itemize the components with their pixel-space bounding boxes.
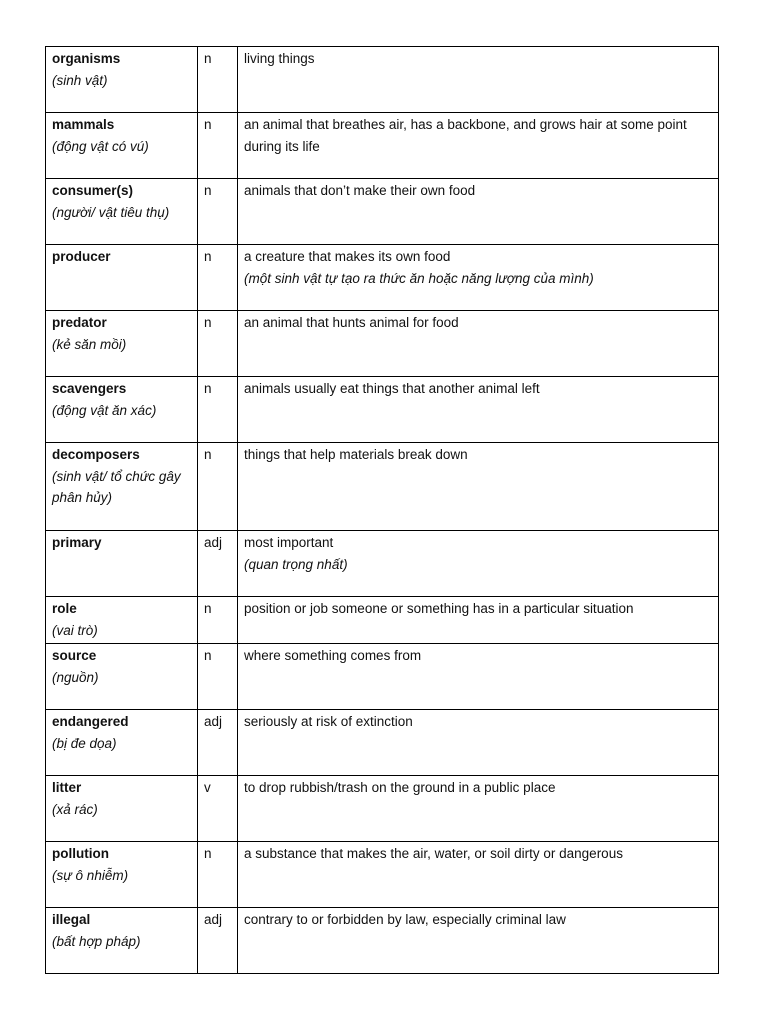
word-cell — [46, 311, 198, 377]
term: mammals — [52, 117, 115, 132]
word-cell — [46, 113, 198, 179]
definition-cell — [238, 47, 719, 113]
definition: a substance that makes the air, water, or soil dirty or dangerous — [244, 846, 623, 861]
part-of-speech: n — [204, 601, 212, 616]
part-of-speech: n — [204, 249, 212, 264]
definition-cell — [238, 776, 719, 842]
term: pollution — [52, 846, 109, 861]
term-translation: (động vật ăn xác) — [52, 402, 157, 418]
part-of-speech: n — [204, 846, 212, 861]
table-row — [46, 644, 719, 710]
part-of-speech-cell — [198, 597, 238, 644]
table-row — [46, 710, 719, 776]
term-translation: (vai trò) — [52, 622, 98, 638]
table-row — [46, 311, 719, 377]
definition: an animal that hunts animal for food — [244, 315, 459, 330]
term-translation: (sinh vật/ tổ chức gây phân hủy) — [52, 468, 181, 505]
definition-cell — [238, 113, 719, 179]
part-of-speech-cell — [198, 776, 238, 842]
part-of-speech-cell — [198, 311, 238, 377]
table-row — [46, 47, 719, 113]
table-row — [46, 776, 719, 842]
term: scavengers — [52, 381, 127, 396]
term: source — [52, 648, 97, 663]
part-of-speech: v — [204, 780, 211, 795]
term: primary — [52, 535, 102, 550]
definition: living things — [244, 51, 315, 66]
part-of-speech: n — [204, 381, 212, 396]
definition: things that help materials break down — [244, 447, 468, 462]
word-cell — [46, 377, 198, 443]
table-row — [46, 443, 719, 531]
definition-cell — [238, 443, 719, 531]
definition-cell — [238, 908, 719, 974]
word-cell — [46, 597, 198, 644]
word-cell — [46, 179, 198, 245]
term: predator — [52, 315, 107, 330]
vocabulary-table-body — [46, 47, 719, 974]
term-translation: (sự ô nhiễm) — [52, 867, 129, 883]
term: organisms — [52, 51, 121, 66]
part-of-speech: adj — [204, 535, 223, 550]
term: producer — [52, 249, 111, 264]
part-of-speech-cell — [198, 908, 238, 974]
part-of-speech-cell — [198, 245, 238, 311]
part-of-speech-cell — [198, 47, 238, 113]
part-of-speech: adj — [204, 714, 223, 729]
definition-cell — [238, 311, 719, 377]
table-row — [46, 377, 719, 443]
part-of-speech-cell — [198, 710, 238, 776]
definition-cell — [238, 245, 719, 311]
word-cell — [46, 644, 198, 710]
definition: most important — [244, 535, 334, 550]
word-cell — [46, 908, 198, 974]
part-of-speech-cell — [198, 113, 238, 179]
table-row — [46, 908, 719, 974]
term-translation: (sinh vật) — [52, 72, 108, 88]
part-of-speech: adj — [204, 912, 223, 927]
definition-cell — [238, 842, 719, 908]
part-of-speech: n — [204, 117, 212, 132]
definition: contrary to or forbidden by law, especially criminal law — [244, 912, 566, 927]
term-translation: (nguồn) — [52, 669, 99, 685]
term: consumer(s) — [52, 183, 134, 198]
term-translation: (xả rác) — [52, 801, 98, 817]
definition: where something comes from — [244, 648, 422, 663]
part-of-speech-cell — [198, 842, 238, 908]
definition-cell — [238, 377, 719, 443]
part-of-speech: n — [204, 183, 212, 198]
definition: a creature that makes its own food — [244, 249, 451, 264]
definition: animals that don’t make their own food — [244, 183, 476, 198]
part-of-speech: n — [204, 315, 212, 330]
definition: to drop rubbish/trash on the ground in a public place — [244, 780, 556, 795]
vocabulary-table — [45, 46, 719, 974]
word-cell — [46, 776, 198, 842]
table-row — [46, 531, 719, 597]
term-translation: (người/ vật tiêu thụ) — [52, 204, 170, 220]
definition: seriously at risk of extinction — [244, 714, 413, 729]
word-cell — [46, 245, 198, 311]
part-of-speech-cell — [198, 377, 238, 443]
part-of-speech-cell — [198, 179, 238, 245]
table-row — [46, 245, 719, 311]
term: role — [52, 601, 77, 616]
word-cell — [46, 842, 198, 908]
term: litter — [52, 780, 82, 795]
word-cell — [46, 47, 198, 113]
word-cell — [46, 443, 198, 531]
part-of-speech: n — [204, 51, 212, 66]
definition: animals usually eat things that another animal left — [244, 381, 540, 396]
part-of-speech: n — [204, 447, 212, 462]
table-row — [46, 179, 719, 245]
term: endangered — [52, 714, 129, 729]
definition-cell — [238, 644, 719, 710]
term: illegal — [52, 912, 91, 927]
term-translation: (kẻ săn mồi) — [52, 336, 127, 352]
table-row — [46, 113, 719, 179]
table-row — [46, 597, 719, 644]
table-row — [46, 842, 719, 908]
definition-translation: (một sinh vật tự tạo ra thức ăn hoặc năng lượng của mình) — [244, 270, 594, 286]
part-of-speech: n — [204, 648, 212, 663]
term-translation: (động vật có vú) — [52, 138, 149, 154]
definition: position or job someone or something has in a particular situation — [244, 601, 634, 616]
term: decomposers — [52, 447, 140, 462]
term-translation: (bất hợp pháp) — [52, 933, 141, 949]
term-translation: (bị đe dọa) — [52, 735, 117, 751]
part-of-speech-cell — [198, 644, 238, 710]
word-cell — [46, 710, 198, 776]
word-cell — [46, 531, 198, 597]
definition-cell — [238, 710, 719, 776]
part-of-speech-cell — [198, 443, 238, 531]
definition-cell — [238, 179, 719, 245]
part-of-speech-cell — [198, 531, 238, 597]
definition-cell — [238, 597, 719, 644]
definition-translation: (quan trọng nhất) — [244, 556, 348, 572]
definition-cell — [238, 531, 719, 597]
definition: an animal that breathes air, has a backbone, and grows hair at some point during its life — [244, 117, 687, 154]
